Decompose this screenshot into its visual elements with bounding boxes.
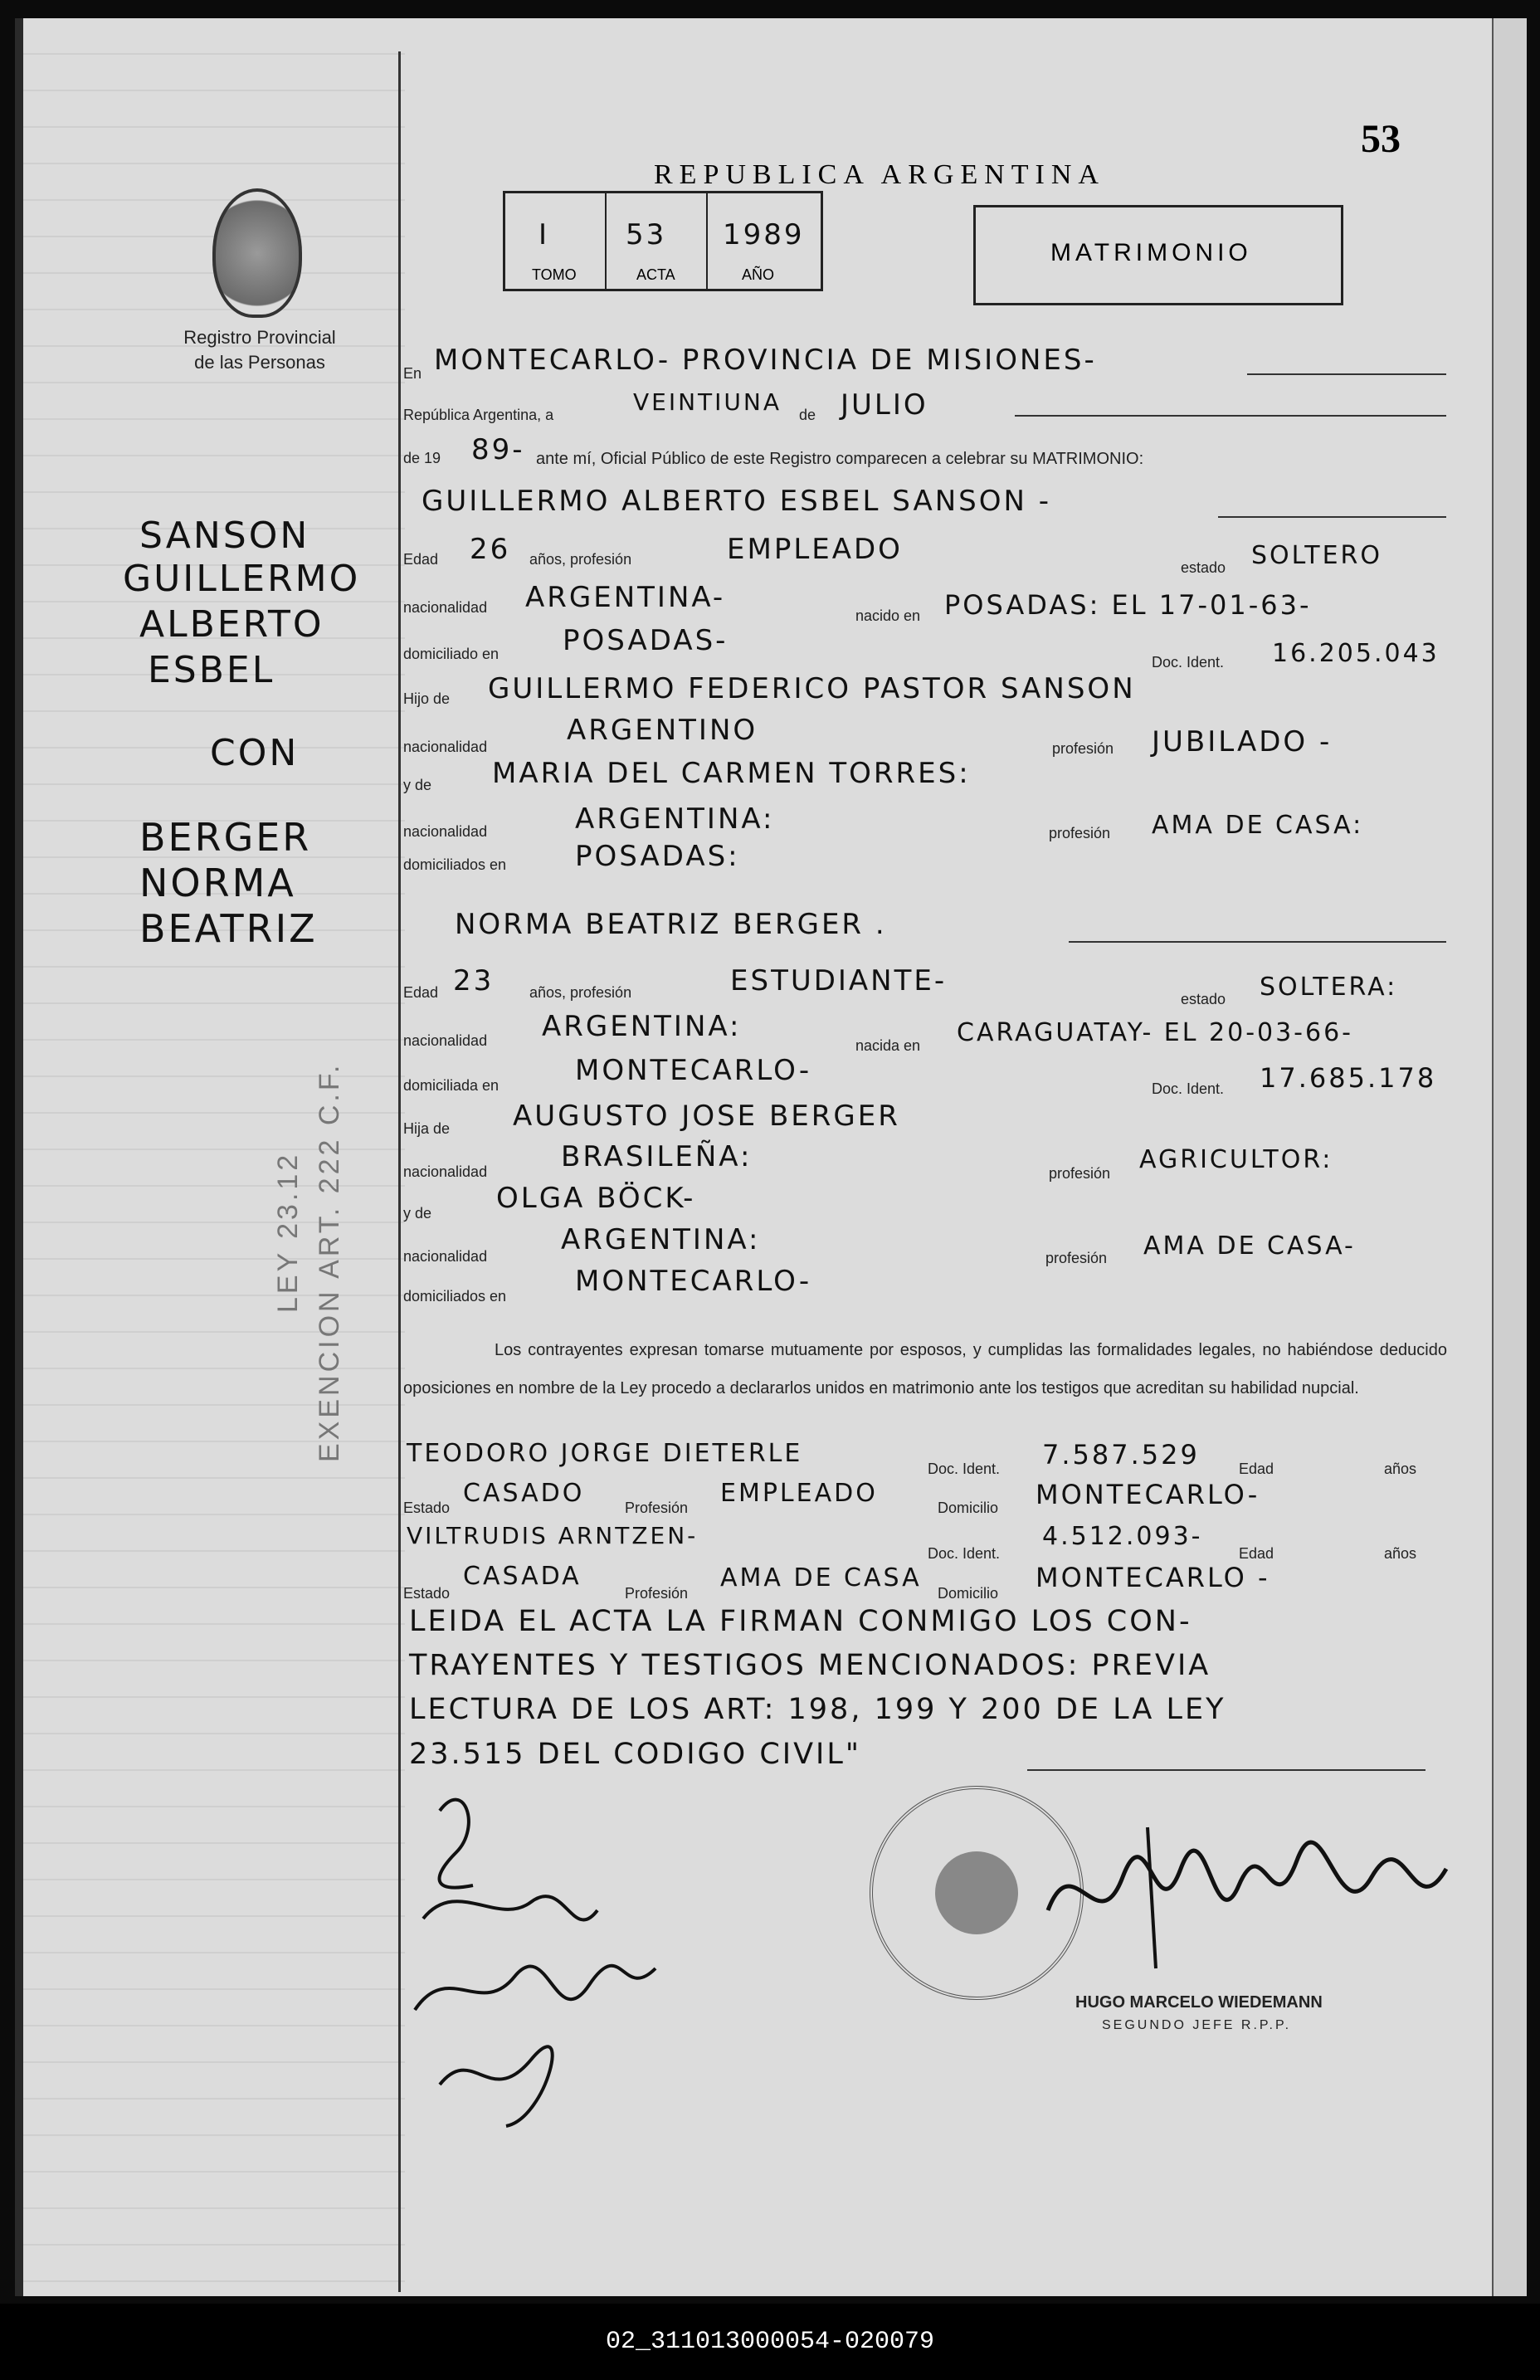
bride-hija-label: Hija de: [403, 1120, 451, 1137]
margin-ley-text: LEY 23.12: [272, 1151, 304, 1313]
closing-line-1: LEIDA EL ACTA LA FIRMAN CONMIGO LOS CON-: [409, 1605, 1192, 1638]
en-label: En: [403, 365, 422, 382]
margin-name-7: NORMA: [139, 861, 296, 905]
acta-label: ACTA: [636, 266, 675, 283]
tomo-acta-ano-box: [503, 191, 823, 291]
bride-estado-label: estado: [1181, 991, 1226, 1007]
de-label: de: [799, 407, 816, 423]
groom-doc-label: Doc. Ident.: [1152, 654, 1225, 671]
groom-padre-nac: ARGENTINO: [567, 714, 758, 747]
bride-nacida-label: nacida en: [855, 1037, 921, 1054]
intro-text: ante mí, Oficial Público de este Registro comparecen a celebrar su MATRIMONIO:: [536, 450, 1144, 468]
witness-1-domicilio: MONTECARLO-: [1036, 1479, 1260, 1510]
officer-signature: [1040, 1811, 1455, 1977]
bride-madre: OLGA BÖCK-: [496, 1182, 696, 1215]
bride-doms-label: domiciliados en: [403, 1288, 507, 1305]
bride-padre: AUGUSTO JOSE BERGER: [513, 1100, 900, 1133]
groom-full-name: GUILLERMO ALBERTO ESBEL SANSON -: [422, 485, 1052, 518]
groom-nacionalidad: ARGENTINA-: [525, 581, 726, 614]
bride-yde-label: y de: [403, 1205, 432, 1222]
province-seal-icon: [212, 188, 302, 318]
bride-padres-dom: MONTECARLO-: [575, 1265, 812, 1298]
bride-domicilio: MONTECARLO-: [575, 1054, 812, 1087]
registry-label-1: Registro Provincial: [183, 327, 336, 348]
margin-name-3: ALBERTO: [139, 603, 324, 646]
country-title: REPUBLICA ARGENTINA: [654, 159, 1105, 190]
groom-nac-label: nacionalidad: [403, 599, 488, 616]
bride-estado: SOLTERA:: [1260, 973, 1398, 1002]
witness-1-anos-label: años: [1384, 1461, 1417, 1477]
groom-padre-prof-label: profesión: [1052, 740, 1114, 757]
witness-1-name: TEODORO JORGE DIETERLE: [407, 1439, 803, 1468]
groom-estado: SOLTERO: [1251, 541, 1382, 570]
groom-padres-dom: POSADAS:: [575, 840, 740, 873]
bride-anos-label: años, profesión: [529, 984, 632, 1001]
groom-madre-prof: AMA DE CASA:: [1152, 811, 1364, 840]
witness-1-dom-label: Domicilio: [938, 1500, 999, 1516]
closing-line-3: LECTURA DE LOS ART: 198, 199 Y 200 DE LA LEY: [409, 1693, 1226, 1726]
bride-padre-prof-label: profesión: [1049, 1165, 1111, 1182]
declaration-text: Los contrayentes expresan tomarse mutuamente por esposos, y cumplidas las formalidades legales, no habiéndose deducido oposiciones en nombre de la Ley procedo a declararlos unidos en matrimonio ante los testigos que acreditan su habilidad nupcial.: [403, 1341, 1447, 1397]
signatures-left: [407, 1761, 672, 2143]
tomo-value: I: [539, 218, 550, 251]
groom-edad: 26: [470, 533, 511, 566]
registry-label-2: de las Personas: [194, 352, 325, 373]
groom-yde-label: y de: [403, 777, 432, 793]
image-caption: 02_311013000054-020079: [0, 2304, 1540, 2380]
month-value: JULIO: [841, 388, 928, 422]
witness-2-name: VILTRUDIS ARNTZEN-: [407, 1522, 699, 1549]
matrimonio-box: [973, 205, 1343, 305]
groom-nacido-label: nacido en: [855, 607, 921, 624]
witness-1-doc-label: Doc. Ident.: [928, 1461, 1001, 1477]
closing-line-4: 23.515 DEL CODIGO CIVIL": [409, 1738, 861, 1771]
groom-madre-nac: ARGENTINA:: [575, 802, 775, 836]
bride-doc-label: Doc. Ident.: [1152, 1080, 1225, 1097]
witness-1-prof-label: Profesión: [625, 1500, 689, 1516]
groom-edad-label: Edad: [403, 551, 439, 568]
bride-padre-nac-label: nacionalidad: [403, 1163, 488, 1180]
witness-2-doc-label: Doc. Ident.: [928, 1545, 1001, 1562]
margin-exencion-text: EXENCION ART. 222 C.F.: [314, 1061, 345, 1462]
groom-anos-label: años, profesión: [529, 551, 632, 568]
bride-nacida: CARAGUATAY- EL 20-03-66-: [957, 1018, 1354, 1047]
groom-dom-label: domiciliado en: [403, 646, 500, 662]
witness-2-estado-label: Estado: [403, 1585, 451, 1602]
acta-value: 53: [626, 218, 667, 251]
matrimonio-label: MATRIMONIO: [1050, 239, 1252, 266]
bride-nac-label: nacionalidad: [403, 1032, 488, 1049]
officer-title: SEGUNDO JEFE R.P.P.: [1102, 2018, 1292, 2032]
groom-padre: GUILLERMO FEDERICO PASTOR SANSON: [488, 672, 1136, 705]
groom-hijo-label: Hijo de: [403, 690, 451, 707]
bride-dom-label: domiciliada en: [403, 1077, 500, 1094]
margin-rule: [398, 51, 401, 2292]
margin-name-1: SANSON: [139, 515, 310, 557]
groom-padre-prof: JUBILADO -: [1152, 725, 1333, 758]
groom-nacido: POSADAS: EL 17-01-63-: [944, 589, 1312, 621]
bride-edad-label: Edad: [403, 984, 439, 1001]
groom-profesion: EMPLEADO: [727, 533, 903, 566]
page-number: 53: [1361, 117, 1401, 161]
bride-profesion: ESTUDIANTE-: [730, 964, 948, 997]
witness-2-prof-label: Profesión: [625, 1585, 689, 1602]
officer-name: HUGO MARCELO WIEDEMANN: [1075, 1993, 1323, 2012]
margin-name-4: ESBEL: [148, 649, 275, 691]
groom-doms-label: domiciliados en: [403, 856, 507, 873]
closing-line-2: TRAYENTES Y TESTIGOS MENCIONADOS: PREVIA: [409, 1649, 1211, 1682]
bride-madre-prof-label: profesión: [1045, 1250, 1108, 1266]
register-page: [15, 18, 1527, 2296]
witness-1-doc: 7.587.529: [1042, 1439, 1200, 1470]
tomo-label: TOMO: [532, 266, 577, 283]
witness-1-estado: CASADO: [463, 1479, 585, 1508]
margin-name-8: BEATRIZ: [139, 906, 318, 951]
witness-2-anos-label: años: [1384, 1545, 1417, 1562]
margin-name-2: GUILLERMO: [123, 558, 361, 600]
year-suffix: 89-: [471, 433, 525, 466]
ano-value: 1989: [723, 218, 805, 251]
right-binding: [1492, 18, 1527, 2296]
day-value: VEINTIUNA: [633, 388, 782, 416]
bride-madre-nac: ARGENTINA:: [561, 1223, 761, 1256]
bride-madre-nac-label: nacionalidad: [403, 1248, 488, 1265]
groom-doc: 16.205.043: [1272, 639, 1440, 668]
bride-nacionalidad: ARGENTINA:: [542, 1010, 742, 1043]
groom-madre-prof-label: profesión: [1049, 825, 1111, 841]
bride-edad: 23: [453, 964, 495, 997]
bride-padre-nac: BRASILEÑA:: [561, 1140, 753, 1173]
groom-domicilio: POSADAS-: [563, 624, 729, 657]
year-prefix: de 19: [403, 450, 441, 466]
ano-label: AÑO: [742, 266, 775, 283]
witness-2-profesion: AMA DE CASA: [720, 1563, 922, 1592]
bride-full-name: NORMA BEATRIZ BERGER .: [455, 908, 887, 941]
witness-2-doc: 4.512.093-: [1042, 1522, 1203, 1551]
republica-label: República Argentina, a: [403, 407, 554, 423]
witness-2-edad-label: Edad: [1239, 1545, 1274, 1562]
place-value: MONTECARLO- PROVINCIA DE MISIONES-: [434, 344, 1097, 377]
witness-2-estado: CASADA: [463, 1562, 582, 1591]
groom-madre-nac-label: nacionalidad: [403, 823, 488, 840]
groom-padre-nac-label: nacionalidad: [403, 739, 488, 755]
witness-1-edad-label: Edad: [1239, 1461, 1274, 1477]
witness-1-estado-label: Estado: [403, 1500, 451, 1516]
bride-padre-prof: AGRICULTOR:: [1139, 1145, 1333, 1174]
groom-madre: MARIA DEL CARMEN TORRES:: [492, 757, 971, 790]
groom-estado-label: estado: [1181, 559, 1226, 576]
bride-madre-prof: AMA DE CASA-: [1143, 1231, 1356, 1261]
bride-doc: 17.685.178: [1260, 1062, 1437, 1094]
margin-name-6: BERGER: [139, 815, 312, 860]
witness-2-dom-label: Domicilio: [938, 1585, 999, 1602]
witness-1-profesion: EMPLEADO: [720, 1479, 878, 1508]
witness-2-domicilio: MONTECARLO -: [1036, 1562, 1270, 1593]
margin-name-5: CON: [210, 732, 300, 774]
